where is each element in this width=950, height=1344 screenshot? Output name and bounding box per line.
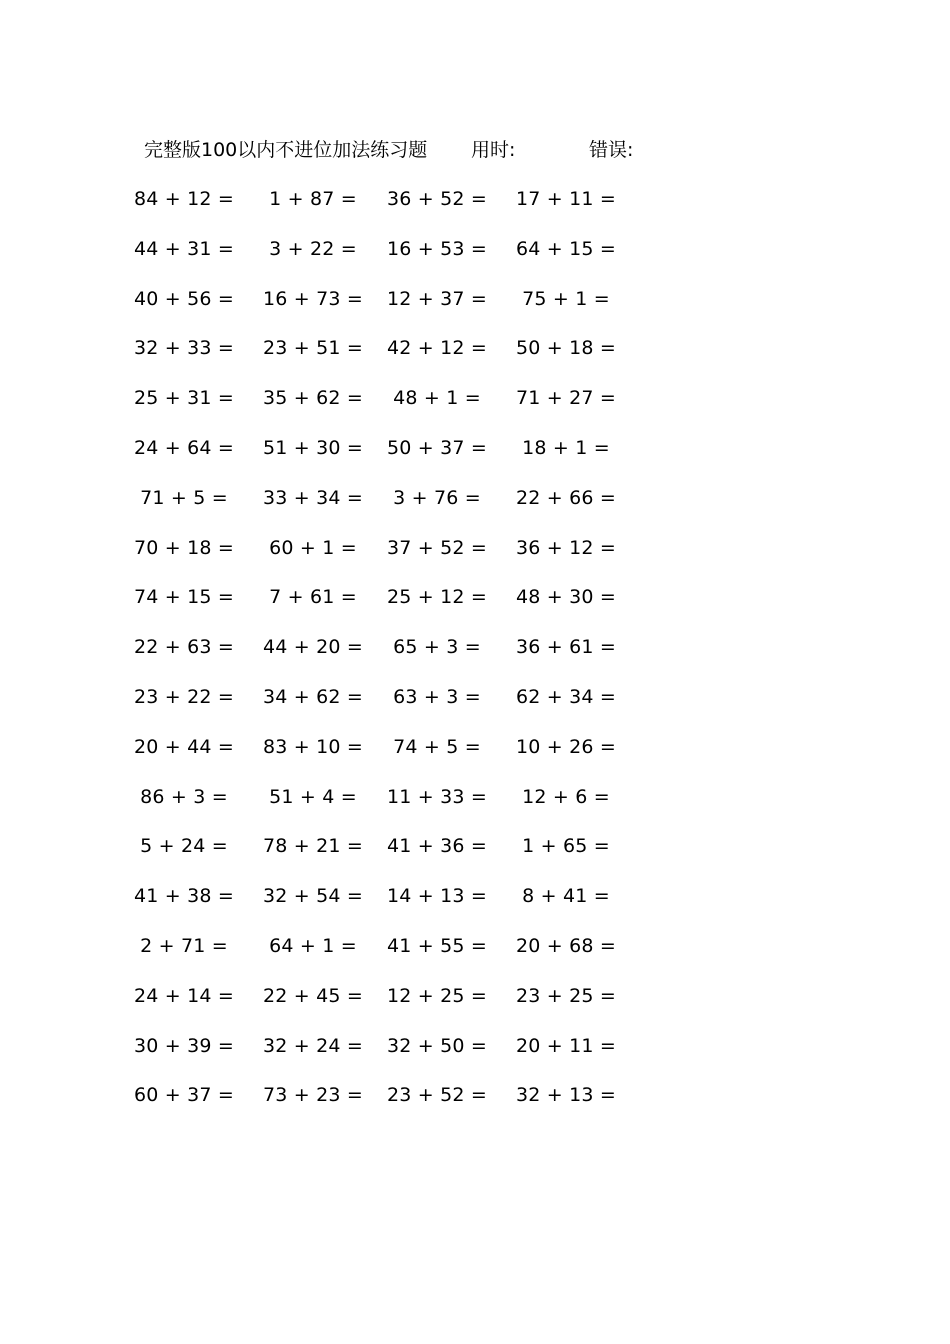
addition-problem: 18 + 1 = (522, 436, 610, 459)
addition-problem: 32 + 54 = (262, 885, 364, 908)
addition-problem: 23 + 51 = (262, 337, 364, 360)
addition-problem: 48 + 1 = (393, 387, 481, 410)
problem-row (0, 1082, 950, 1132)
addition-problem: 34 + 62 = (262, 685, 364, 708)
addition-problem: 11 + 33 = (386, 785, 488, 808)
problem-row (0, 933, 950, 983)
addition-problem: 86 + 3 = (140, 785, 228, 808)
addition-problem: 12 + 6 = (522, 785, 610, 808)
addition-problem: 16 + 73 = (262, 287, 364, 310)
problem-row (0, 1033, 950, 1083)
addition-problem: 5 + 24 = (140, 835, 228, 858)
addition-problem: 48 + 30 = (515, 586, 617, 609)
addition-problem: 63 + 3 = (393, 685, 481, 708)
addition-problem: 41 + 38 = (133, 885, 235, 908)
addition-problem: 22 + 66 = (515, 486, 617, 509)
addition-problem: 83 + 10 = (262, 735, 364, 758)
addition-problem: 32 + 50 = (386, 1034, 488, 1057)
addition-problem: 1 + 65 = (522, 835, 610, 858)
addition-problem: 74 + 15 = (133, 586, 235, 609)
addition-problem: 32 + 33 = (133, 337, 235, 360)
problem-grid (0, 186, 950, 1132)
problem-row (0, 883, 950, 933)
problem-row (0, 435, 950, 485)
addition-problem: 64 + 1 = (269, 934, 357, 957)
worksheet-title: 完整版100以内不进位加法练习题 (144, 139, 428, 161)
addition-problem: 44 + 20 = (262, 636, 364, 659)
addition-problem: 78 + 21 = (262, 835, 364, 858)
addition-problem: 62 + 34 = (515, 685, 617, 708)
addition-problem: 23 + 22 = (133, 685, 235, 708)
addition-problem: 20 + 44 = (133, 735, 235, 758)
problem-row (0, 236, 950, 286)
addition-problem: 42 + 12 = (386, 337, 488, 360)
addition-problem: 60 + 1 = (269, 536, 357, 559)
addition-problem: 3 + 22 = (269, 237, 357, 260)
addition-problem: 36 + 61 = (515, 636, 617, 659)
addition-problem: 22 + 45 = (262, 984, 364, 1007)
addition-problem: 71 + 5 = (140, 486, 228, 509)
problem-row (0, 634, 950, 684)
addition-problem: 41 + 36 = (386, 835, 488, 858)
addition-problem: 32 + 24 = (262, 1034, 364, 1057)
problem-row (0, 385, 950, 435)
addition-problem: 24 + 64 = (133, 436, 235, 459)
addition-problem: 60 + 37 = (133, 1084, 235, 1107)
errors-label: 错误: (589, 139, 634, 161)
addition-problem: 1 + 87 = (269, 188, 357, 210)
addition-problem: 33 + 34 = (262, 486, 364, 509)
addition-problem: 3 + 76 = (393, 486, 481, 509)
problem-row (0, 584, 950, 634)
addition-problem: 20 + 68 = (515, 934, 617, 957)
addition-problem: 50 + 18 = (515, 337, 617, 360)
addition-problem: 10 + 26 = (515, 735, 617, 758)
addition-problem: 16 + 53 = (386, 237, 488, 260)
problem-row (0, 485, 950, 535)
addition-problem: 2 + 71 = (140, 934, 228, 957)
addition-problem: 8 + 41 = (522, 885, 610, 908)
addition-problem: 41 + 55 = (386, 934, 488, 957)
problem-row (0, 784, 950, 834)
addition-problem: 70 + 18 = (133, 536, 235, 559)
addition-problem: 64 + 15 = (515, 237, 617, 260)
problem-row (0, 734, 950, 784)
addition-problem: 30 + 39 = (133, 1034, 235, 1057)
problem-row (0, 684, 950, 734)
addition-problem: 12 + 37 = (386, 287, 488, 310)
problem-row (0, 335, 950, 385)
addition-problem: 17 + 11 = (515, 188, 617, 210)
addition-problem: 50 + 37 = (386, 436, 488, 459)
addition-problem: 74 + 5 = (393, 735, 481, 758)
addition-problem: 23 + 52 = (386, 1084, 488, 1107)
addition-problem: 32 + 13 = (515, 1084, 617, 1107)
addition-problem: 35 + 62 = (262, 387, 364, 410)
addition-problem: 71 + 27 = (515, 387, 617, 410)
addition-problem: 65 + 3 = (393, 636, 481, 659)
addition-problem: 25 + 31 = (133, 387, 235, 410)
problem-row (0, 833, 950, 883)
addition-problem: 20 + 11 = (515, 1034, 617, 1057)
addition-problem: 44 + 31 = (133, 237, 235, 260)
addition-problem: 14 + 13 = (386, 885, 488, 908)
addition-problem: 25 + 12 = (386, 586, 488, 609)
addition-problem: 7 + 61 = (269, 586, 357, 609)
addition-problem: 36 + 12 = (515, 536, 617, 559)
addition-problem: 22 + 63 = (133, 636, 235, 659)
addition-problem: 24 + 14 = (133, 984, 235, 1007)
problem-row (0, 535, 950, 585)
addition-problem: 73 + 23 = (262, 1084, 364, 1107)
addition-problem: 51 + 4 = (269, 785, 357, 808)
addition-problem: 51 + 30 = (262, 436, 364, 459)
problem-row (0, 286, 950, 336)
worksheet-header (0, 137, 950, 163)
problem-row (0, 983, 950, 1033)
problem-row (0, 186, 950, 236)
addition-problem: 37 + 52 = (386, 536, 488, 559)
addition-problem: 40 + 56 = (133, 287, 235, 310)
addition-problem: 36 + 52 = (386, 188, 488, 210)
addition-problem: 75 + 1 = (522, 287, 610, 310)
addition-problem: 23 + 25 = (515, 984, 617, 1007)
addition-problem: 12 + 25 = (386, 984, 488, 1007)
addition-problem: 84 + 12 = (133, 188, 235, 210)
time-label: 用时: (471, 139, 516, 161)
